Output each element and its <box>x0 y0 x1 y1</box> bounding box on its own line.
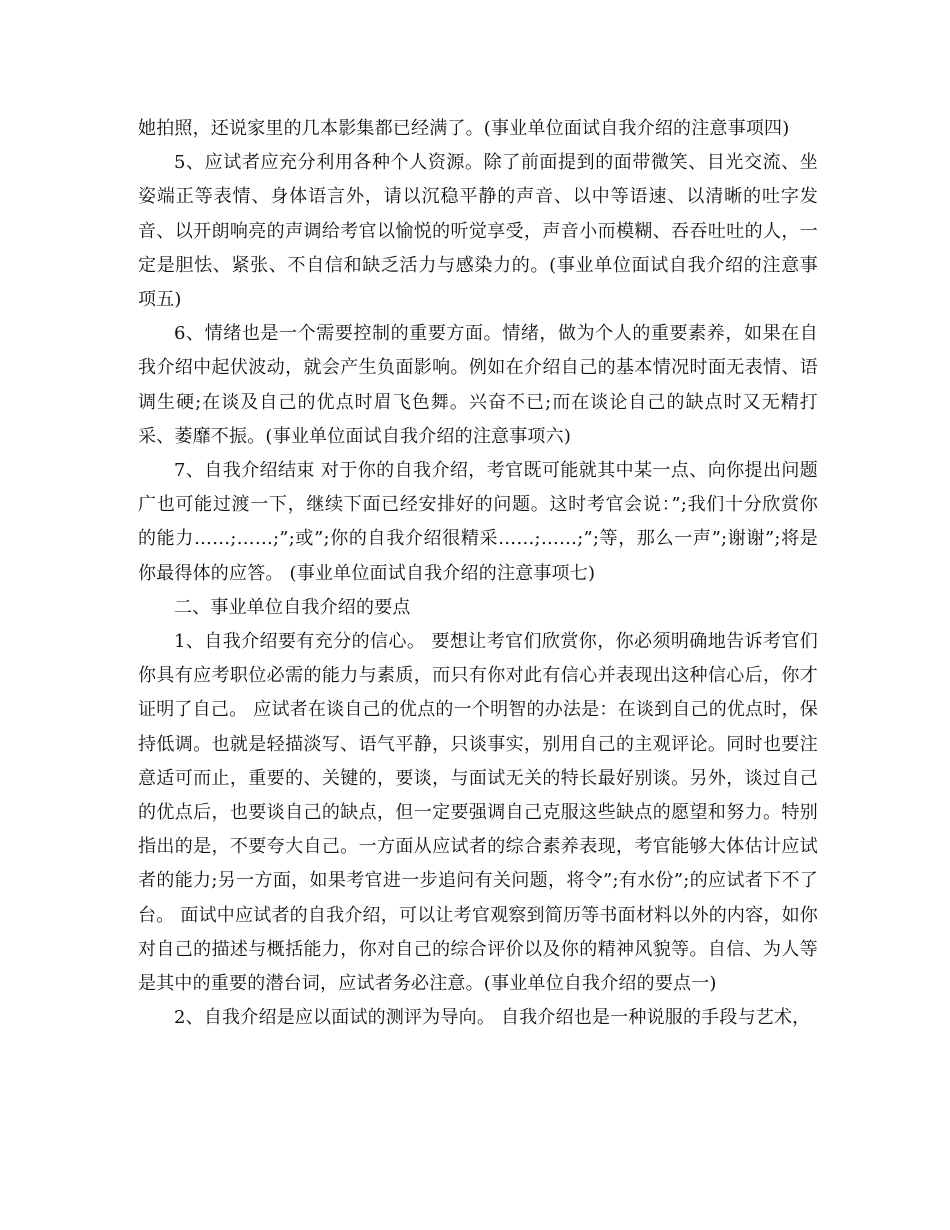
paragraph-item-6: 6、情绪也是一个需要控制的重要方面。情绪，做为个人的重要素养，如果在自我介绍中起伏波动，就会产生负面影响。例如在介绍自己的基本情况时面无表情、语调生硬;在谈及自己的优点时眉飞色舞。兴奋不已;而在谈论自己的缺点时又无精打采、萎靡不振。(事业单位面试自我介绍的注意事项六) <box>138 323 818 447</box>
paragraph-item-7: 7、自我介绍结束 对于你的自我介绍，考官既可能就其中某一点、向你提出问题广也可能过渡一下，继续下面已经安排好的问题。这时考官会说：”;我们十分欣赏你的能力……;……;”;或”;你的自我介绍很精采……;……;”;等，那么一声”;谢谢”;将是你最得体的应答。 (事业单位面试自我介绍的注意事项七) <box>138 460 818 584</box>
section-heading-key-points: 二、事业单位自我介绍的要点 <box>174 596 411 618</box>
document-body <box>138 112 818 1035</box>
paragraph-point-2: 2、自我介绍是应以面试的测评为导向。 自我介绍也是一种说服的手段与艺术， <box>174 1007 811 1029</box>
paragraph-continued: 她拍照，还说家里的几本影集都已经满了。(事业单位面试自我介绍的注意事项四) <box>138 118 790 139</box>
paragraph-point-1: 1、自我介绍要有充分的信心。 要想让考官们欣赏你，你必须明确地告诉考官们你具有应考职位必需的能力与素质，而只有你对此有信心并表现出这种信心后，你才证明了自己。 应试者在谈自己的优点的一个明智的办法是：在谈到自己的优点时，保持低调。也就是轻描淡写、语气平静，只谈事实，别用自己的主观评论。同时也要注意适可而止，重要的、关键的，要谈，与面试无关的特长最好别谈。另外，谈过自己的优点后，也要谈自己的缺点，但一定要强调自己克服这些缺点的愿望和努力。特别指出的是，不要夸大自己。一方面从应试者的综合素养表现，考官能够大体估计应试者的能力;另一方面，如果考官进一步追问有关问题，将令”;有水份”;的应试者下不了台。 面试中应试者的自我介绍，可以让考官观察到简历等书面材料以外的内容，如你对自己的描述与概括能力，你对自己的综合评价以及你的精神风貌等。自信、为人等是其中的重要的潜台词，应试者务必注意。(事业单位自我介绍的要点一) <box>138 631 818 995</box>
paragraph-item-5: 5、应试者应充分利用各种个人资源。除了前面提到的面带微笑、目光交流、坐姿端正等表情、身体语言外，请以沉稳平静的声音、以中等语速、以清晰的吐字发音、以开朗响亮的声调给考官以愉悦的听觉享受，声音小而模糊、吞吞吐吐的人，一定是胆怯、紧张、不自信和缺乏活力与感染力的。(事业单位面试自我介绍的注意事项五) <box>138 152 818 311</box>
